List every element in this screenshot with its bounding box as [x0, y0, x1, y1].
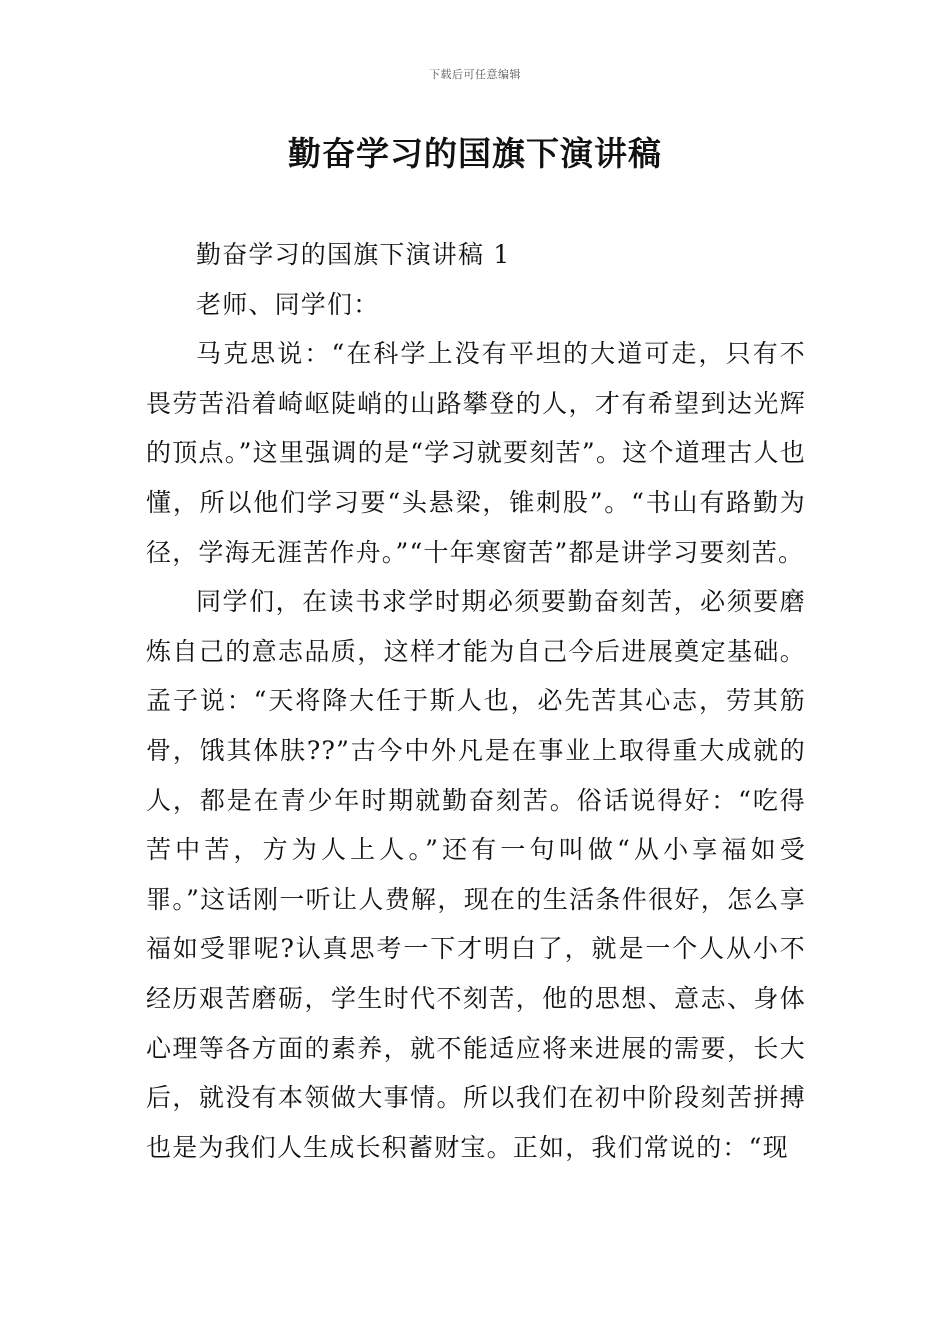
- salutation-paragraph: 老师、同学们：: [196, 289, 380, 319]
- header-note: 下载后可任意编辑: [429, 68, 521, 81]
- body-paragraph: 同学们，在读书求学时期必须要勤奋刻苦，必须要磨炼自己的意志品质，这样才能为自己今后进展奠定基础。孟子说：“天将降大任于斯人也，必先苦其心志，劳其筋骨，饿其体肤??”古今中外凡是在事业上取得重大成就的人，都是在青少年时期就勤奋刻苦。俗话说得好：“吃得苦中苦，方为人上人。”还有一句叫做“从小享福如受罪。”这话刚一听让人费解，现在的生活条件很好，怎么享福如受罪呢?认真思考一下才明白了，就是一个人从小不经历艰苦磨砺，学生时代不刻苦，他的思想、意志、身体心理等各方面的素养，就不能适应将来进展的需要，长大后，就没有本领做大事情。所以我们在初中阶段刻苦拼搏也是为我们人生成长积蓄财宝。正如，我们常说的：“现: [146, 587, 806, 1162]
- body-paragraph: 马克思说：“在科学上没有平坦的大道可走，只有不畏劳苦沿着崎岖陡峭的山路攀登的人，才有希望到达光辉的顶点。”这里强调的是“学习就要刻苦”。这个道理古人也懂，所以他们学习要“头悬梁，锥刺股”。“书山有路勤为径，学海无涯苦作舟。”“十年寒窗苦”都是讲学习要刻苦。: [146, 339, 806, 567]
- document-title: 勤奋学习的国旗下演讲稿: [288, 134, 662, 173]
- subtitle-paragraph: 勤奋学习的国旗下演讲稿 1: [196, 240, 511, 269]
- document-body: [146, 230, 806, 1172]
